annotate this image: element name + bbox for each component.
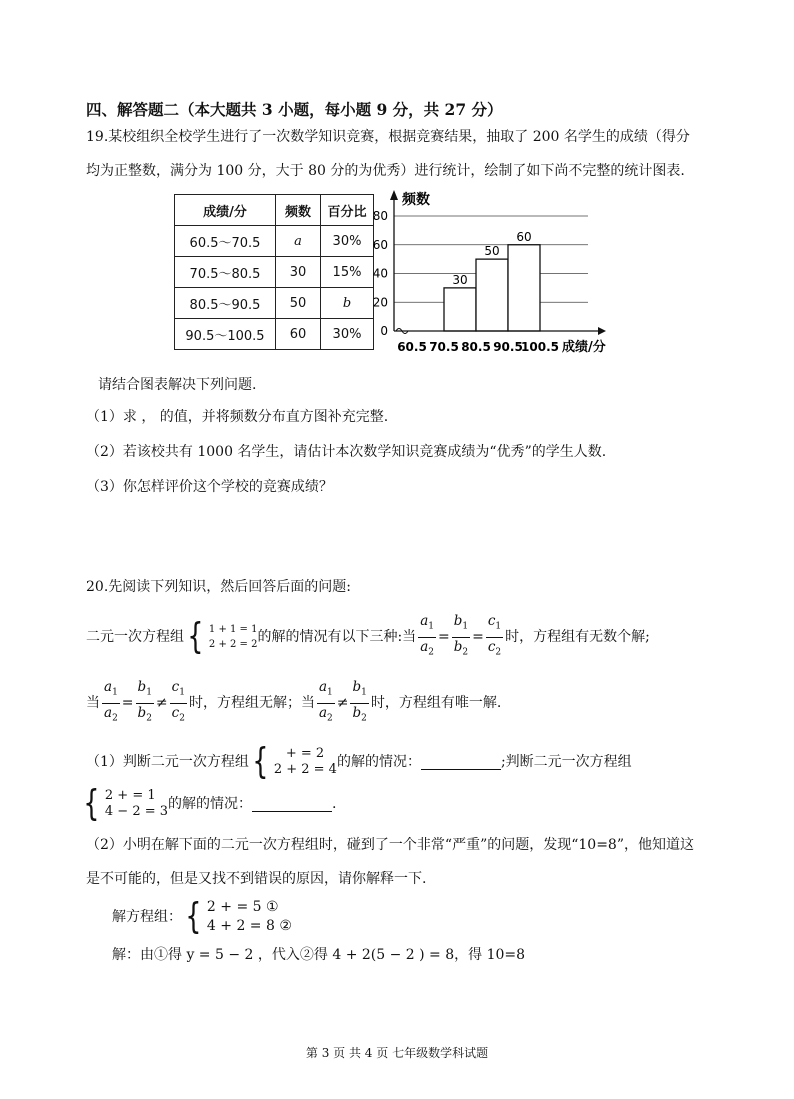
frequency-table	[174, 194, 374, 350]
q19-intro-line1: 19.某校组织全校学生进行了一次数学知识竞赛，根据竞赛结果，抽取了 200 名学生的成绩（得分	[86, 129, 690, 145]
table-cell: 15%	[321, 257, 374, 288]
equation-system-b	[80, 783, 169, 824]
frequency-histogram	[368, 186, 630, 358]
system-line: 2 + 2 = 2	[208, 639, 258, 651]
table-row	[175, 226, 374, 257]
histogram-bar	[444, 288, 476, 331]
q20-line1-pre: 二元一次方程组	[86, 629, 184, 646]
system-line: 4 + 2 = 8 ②	[206, 918, 292, 934]
q20-line2-post: 时，方程组有唯一解.	[370, 695, 502, 712]
y-axis-arrow	[390, 190, 398, 200]
q19-sub2: （2）若该校共有 1000 名学生，请估计本次数学知识竞赛成绩为“优秀”的学生人数.	[86, 444, 607, 460]
q20-solve-system	[112, 898, 292, 936]
table-header-cell: 成绩/分	[175, 195, 276, 226]
bar-value-label: 50	[484, 244, 500, 259]
q20-sub1-period: .	[332, 796, 337, 812]
table-cell: 50	[276, 288, 321, 319]
histogram-bar	[476, 259, 508, 331]
q20-line1-mid: 的解的情况有以下三种:当	[257, 629, 417, 646]
equals-sign: =	[121, 695, 134, 712]
table-cell: 70.5～80.5	[175, 257, 276, 288]
table-cell: 30%	[321, 319, 374, 350]
answer-blank[interactable]	[421, 755, 501, 770]
table-cell: a	[276, 226, 321, 257]
table-cell: 30	[276, 257, 321, 288]
fraction-b: $\frac{b_1}{b_2}$	[137, 679, 152, 724]
q20-sub1-post: ;判断二元一次方程组	[500, 754, 632, 770]
q20-line2	[86, 678, 501, 728]
table-cell: b	[321, 288, 374, 319]
q20-line2-pre: 当	[86, 695, 100, 712]
not-equals-sign: ≠	[155, 695, 168, 712]
system-line: 1 + 1 = 1	[208, 624, 258, 636]
table-cell: 60.5～70.5	[175, 226, 276, 257]
x-tick-label: 80.5	[461, 340, 491, 354]
fraction-a: $\frac{a_1}{a_2}$	[420, 613, 434, 658]
fraction-b: $\frac{b_1}{b_2}$	[453, 613, 469, 658]
q19-sub3: （3）你怎样评价这个学校的竞赛成绩？	[86, 479, 333, 495]
q20-sub2-line1: （2）小明在解下面的二元一次方程组时，碰到了一个非常“严重”的问题，发现“10=8”，他知道这	[86, 837, 694, 853]
x-axis-label: 成绩/分	[562, 340, 606, 355]
table-row	[175, 257, 374, 288]
x-tick-label: 70.5	[429, 340, 459, 354]
q19-sub1: （1）求 ， 的值，并将频数分布直方图补充完整.	[86, 409, 389, 425]
fraction-a: $\frac{a_1}{a_2}$	[104, 679, 118, 724]
system-line: 4 − 2 = 3	[104, 804, 169, 819]
page-footer: 第 3 页 共 4 页 七年级数学科试题	[305, 1046, 489, 1060]
equation-system-c	[182, 898, 292, 936]
x-tick-label: 90.5	[493, 340, 523, 354]
table-cell: 60	[276, 319, 321, 350]
q20-sub1-end: 的解的情况：	[168, 796, 253, 812]
y-tick-label: 40	[372, 266, 388, 281]
brace-symbol: {	[252, 741, 269, 782]
table-header-cell: 频数	[276, 195, 321, 226]
table-row	[175, 288, 374, 319]
fraction-c: $\frac{c_1}{c_2}$	[487, 613, 502, 658]
histogram-bar	[508, 245, 540, 331]
x-tick-label: 100.5	[521, 340, 559, 354]
table-header-cell: 百分比	[321, 195, 374, 226]
equals-sign: =	[437, 629, 450, 646]
fraction-a: $\frac{a_1}{a_2}$	[318, 679, 333, 724]
brace-symbol: {	[185, 896, 202, 937]
brace-symbol: {	[83, 783, 100, 824]
table-cell: 30%	[321, 226, 374, 257]
bar-value-label: 30	[452, 272, 468, 287]
q20-sub1-pre: （1）判断二元一次方程组	[86, 754, 249, 770]
y-axis-label: 频数	[402, 192, 430, 208]
table-cell: 80.5～90.5	[175, 288, 276, 319]
answer-blank[interactable]	[252, 797, 332, 812]
system-line: 2 + 2 = 4	[273, 762, 337, 777]
q20-sub2-line2: 是不可能的，但是又找不到错误的原因，请你解释一下.	[86, 871, 427, 887]
system-line: 2 + = 1	[104, 788, 156, 803]
y-tick-label: 20	[372, 295, 388, 310]
generic-equation-system	[184, 616, 258, 658]
q20-sub1-mid: 的解的情况：	[336, 754, 421, 770]
q20-line1	[86, 612, 650, 662]
q20-sub1-line2	[80, 783, 337, 824]
y-tick-label: 80	[372, 209, 388, 223]
q20-intro: 20.先阅读下列知识，然后回答后面的问题:	[86, 579, 351, 595]
x-axis-arrow	[598, 327, 606, 335]
x-tick-label: 60.5	[397, 340, 427, 354]
q19-intro-line2: 均为正整数，满分为 100 分，大于 80 分的为优秀）进行统计，绘制了如下尚不完整的统计图表.	[86, 163, 685, 179]
q20-sub1-line1	[86, 741, 632, 782]
section-heading: 四、解答题二（本大题共 3 小题，每小题 9 分，共 27 分）	[86, 100, 503, 119]
y-tick-label: 60	[372, 237, 388, 252]
y-tick-label: 0	[380, 324, 388, 338]
q19-prompt: 请结合图表解决下列问题.	[98, 377, 257, 393]
table-cell: 90.5～100.5	[175, 319, 276, 350]
table-header-row	[175, 195, 374, 226]
equals-sign: =	[472, 629, 484, 646]
equation-system-a	[249, 741, 337, 782]
q20-line1-post: 时，方程组有无数个解;	[505, 629, 650, 646]
q20-line2-mid: 时，方程组无解；当	[188, 695, 315, 712]
table-row	[175, 319, 374, 350]
bar-value-label: 60	[516, 229, 532, 244]
fraction-b: $\frac{b_1}{b_2}$	[352, 679, 367, 724]
fraction-c: $\frac{c_1}{c_2}$	[171, 679, 185, 724]
system-line: + = 2	[285, 746, 325, 761]
system-line: 2 + = 5 ①	[206, 899, 279, 915]
q20-solution: 解：由①得 y = 5 − 2 ，代入②得 4 + 2(5 − 2 ) = 8，得 10=8	[112, 947, 526, 963]
not-equals-sign: ≠	[336, 695, 349, 712]
solve-label: 解方程组：	[112, 909, 182, 925]
brace-symbol: {	[187, 616, 204, 658]
